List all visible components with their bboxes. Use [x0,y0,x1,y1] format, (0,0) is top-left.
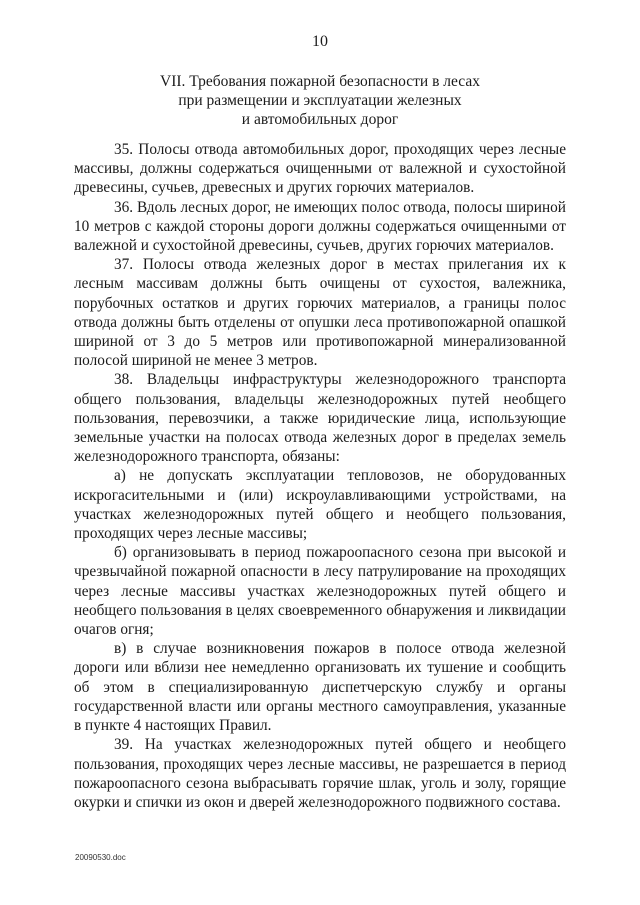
subparagraph-a: а) не допускать эксплуатации тепловозов, не оборудованных искрогасительными и (или) искроулавливающими устройствами, на участках железнодорожных путей общего и необщего пользования, проходящих через лесные массивы; [74,467,566,543]
paragraph-37: 37. Полосы отвода железных дорог в местах прилегания их к лесным массивам должны быть очищены от сухостоя, валежника, порубочных остатков и других горючих материалов, а границы полос отвода должны быть отделены от опушки леса противопожарной опашкой шириной от 3 до 5 метров или противопожарной минерализованной полосой шириной не менее 3 метров. [74,256,566,370]
heading-line-2: при размещении и эксплуатации железных [178,92,462,109]
document-body [74,140,566,812]
paragraph-35: 35. Полосы отвода автомобильных дорог, проходящих через лесные массивы, должны содержаться очищенными от валежной и сухостойной древесины, сучьев, древесных и других горючих материалов. [74,141,566,197]
paragraph-36: 36. Вдоль лесных дорог, не имеющих полос отвода, полосы шириной 10 метров с каждой стороны дороги должны содержаться очищенными от валежной и сухостойной древесины, сучьев, других горючих материалов. [74,198,566,255]
heading-line-1: VII. Требования пожарной безопасности в лесах [160,73,480,90]
file-name-footer: 20090530.doc [75,853,126,862]
heading-line-3: и автомобильных дорог [241,111,399,128]
page-number: 10 [312,33,328,50]
paragraph-38: 38. Владельцы инфраструктуры железнодорожного транспорта общего пользования, владельцы железнодорожных путей необщего пользования, перевозчики, а также юридические лица, использующие земельные участки на полосах отвода железных дорог в пределах земель железнодорожного транспорта, обязаны: [74,371,566,466]
paragraph-39: 39. На участках железнодорожных путей общего и необщего пользования, проходящих через лесные массивы, не разрешается в период пожароопасного сезона выбрасывать горячие шлак, уголь и золу, горящие окурки и спички из окон и дверей железнодорожного подвижного состава. [74,736,566,811]
section-heading [120,72,520,129]
subparagraph-v: в) в случае возникновения пожаров в полосе отвода железной дороги или вблизи нее немедленно организовать их тушение и сообщить об этом в специализированную диспетчерскую службу и органы государственной власти или органы местного самоуправления, указанные в пункте 4 настоящих Правил. [74,640,566,735]
subparagraph-b: б) организовывать в период пожароопасного сезона при высокой и чрезвычайной пожарной опасности в лесу патрулирование на проходящих через лесные массивы участках железнодорожных путей общего и необщего пользования в целях своевременного обнаружения и ликвидации очагов огня; [74,544,566,639]
